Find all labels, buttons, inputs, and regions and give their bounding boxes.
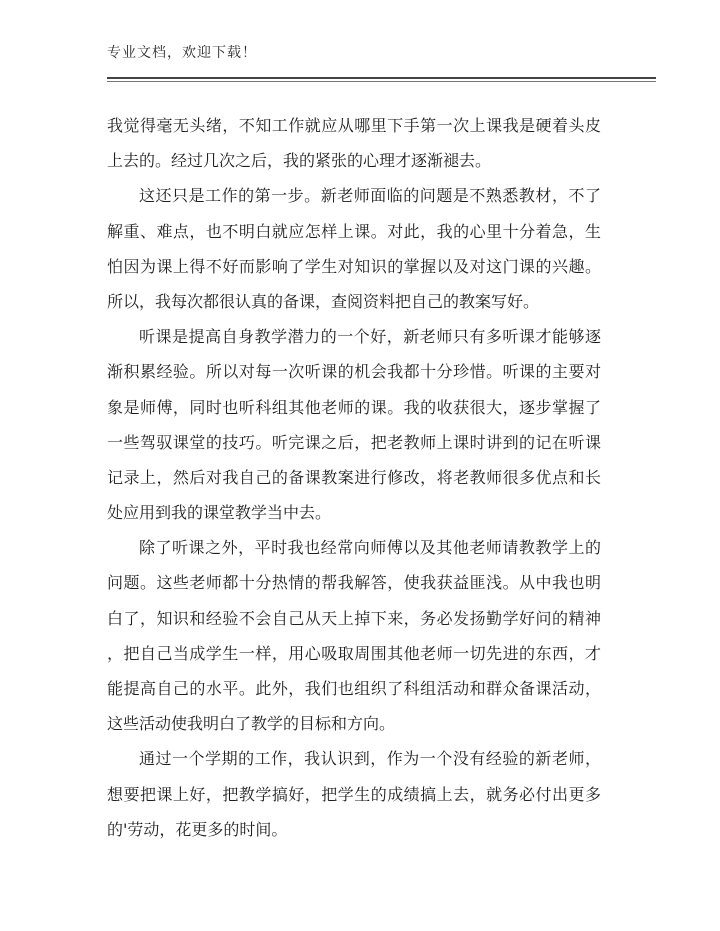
page-header-text: 专业文档，欢迎下载！ xyxy=(107,45,257,61)
document-body xyxy=(107,108,601,847)
text-line: 记录上，然后对我自己的备课教案进行修改，将老教师很多优点和长 xyxy=(107,467,601,487)
text-line: ，把自己当成学生一样，用心吸取周围其他老师一切先进的东西，才 xyxy=(107,643,601,663)
text-line: 问题。这些老师都十分热情的帮我解答，使我获益匪浅。从中我也明 xyxy=(107,573,601,593)
text-line: 象是师傅，同时也听科组其他老师的课。我的收获很大，逐步掌握了 xyxy=(107,397,601,417)
text-line: 处应用到我的课堂教学当中去。 xyxy=(107,503,332,523)
text-line: 一些驾驭课堂的技巧。听完课之后，把老教师上课时讲到的记在听课 xyxy=(107,432,601,452)
text-line: 的'劳动，花更多的时间。 xyxy=(107,819,288,839)
text-line: 所以，我每次都很认真的备课，查阅资料把自己的教案写好。 xyxy=(107,291,540,311)
text-line: 能提高自己的水平。此外，我们也组织了科组活动和群众备课活动， xyxy=(107,679,601,698)
text-line: 解重、难点，也不明白就应怎样上课。对此，我的心里十分着急，生 xyxy=(107,221,601,241)
text-line: 我觉得毫无头绪，不知工作就应从哪里下手第一次上课我是硬着头皮 xyxy=(107,116,601,135)
text-line: 想要把课上好，把教学搞好，把学生的成绩搞上去，就务必付出更多 xyxy=(107,784,601,804)
header-divider-thin xyxy=(107,81,656,82)
text-line: 渐积累经验。所以对每一次听课的机会我都十分珍惜。听课的主要对 xyxy=(107,362,601,382)
text-line: 通过一个学期的工作，我认识到，作为一个没有经验的新老师， xyxy=(139,749,601,769)
text-line: 除了听课之外，平时我也经常向师傅以及其他老师请教教学上的 xyxy=(139,538,601,558)
header-divider-thick xyxy=(107,77,656,79)
text-line: 听课是提高自身教学潜力的一个好，新老师只有多听课才能够逐 xyxy=(139,327,601,347)
text-line: 怕因为课上得不好而影响了学生对知识的掌握以及对这门课的兴趣。 xyxy=(107,256,601,276)
text-line: 白了，知识和经验不会自己从天上掉下来，务必发扬勤学好问的精神 xyxy=(107,608,601,628)
text-line: 这些活动使我明白了教学的目标和方向。 xyxy=(107,714,396,734)
text-line: 这还只是工作的第一步。新老师面临的问题是不熟悉教材，不了 xyxy=(139,186,601,206)
text-line: 上去的。经过几次之后，我的紧张的心理才逐渐褪去。 xyxy=(107,151,492,171)
